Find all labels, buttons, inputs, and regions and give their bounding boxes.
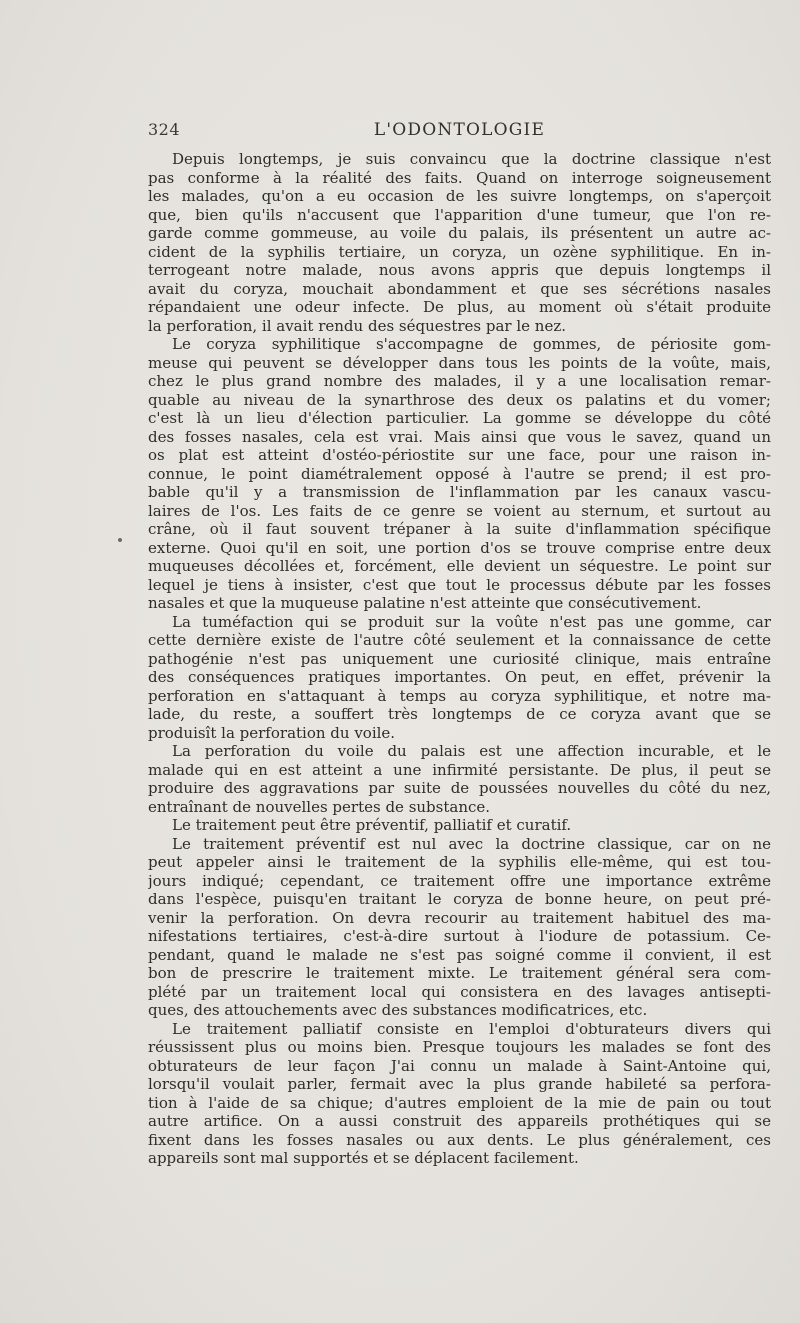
paragraph-line: malade qui en est atteint a une infirmité persistante. De plus, il peut se: [148, 760, 771, 779]
paragraph-line: c'est là un lieu d'élection particulier. La gomme se développe du côté: [148, 409, 771, 427]
paragraph-line: quable au niveau de la synarthrose des deux os palatins et du vomer;: [148, 390, 771, 409]
paragraph-line: jours indiqué; cependant, ce traitement offre une importance extrême: [148, 871, 771, 890]
paragraph-line: la perforation, il avait rendu des séquestres par le nez.: [148, 316, 566, 335]
paragraph-line: terrogeant notre malade, nous avons appris que depuis longtemps il: [148, 261, 771, 279]
paragraph-line: produire des aggravations par suite de poussées nouvelles du côté du nez,: [148, 779, 771, 797]
paragraph-line: meuse qui peuvent se développer dans tous les points de la voûte, mais,: [148, 353, 771, 372]
paragraph-line: os plat est atteint d'ostéo-périostite sur une face, pour une raison in-: [148, 446, 771, 464]
paragraph-line: les malades, qu'on a eu occasion de les suivre longtemps, on s'aperçoit: [148, 187, 771, 205]
paragraph-line: Le coryza syphilitique s'accompagne de gommes, de périosite gom-: [172, 335, 771, 353]
paragraph-line: garde comme gommeuse, au voile du palais, ils présentent un autre ac-: [148, 224, 771, 242]
paragraph-line: cident de la syphilis tertiaire, un coryza, un ozène syphilitique. En in-: [148, 242, 771, 261]
paragraph-line: laires de l'os. Les faits de ce genre se voient au sternum, et surtout au: [148, 501, 771, 520]
paragraph-line: Le traitement palliatif consiste en l'emploi d'obturateurs divers qui: [172, 1019, 771, 1038]
paragraph-line: dans l'espèce, puisqu'en traitant le coryza de bonne heure, on peut pré-: [148, 890, 771, 908]
paragraph-line: avait du coryza, mouchait abondamment et que ses sécrétions nasales: [148, 279, 771, 298]
paragraph-line: réussissent plus ou moins bien. Presque toujours les malades se font des: [148, 1038, 771, 1056]
page-number: 324: [148, 120, 181, 139]
paragraph-line: autre artifice. On a aussi construit des appareils prothétiques qui se: [148, 1112, 771, 1130]
paragraph-line: cette dernière existe de l'autre côté seulement et la connaissance de cette: [148, 631, 771, 649]
body-text: [148, 150, 771, 1168]
paragraph-line: appareils sont mal supportés et se déplacent facilement.: [148, 1149, 579, 1167]
paragraph-line: que, bien qu'ils n'accusent que l'apparition d'une tumeur, que l'on re-: [148, 205, 771, 224]
paragraph-line: tion à l'aide de sa chique; d'autres emploient de la mie de pain ou tout: [148, 1093, 771, 1112]
paragraph-line: ques, des attouchements avec des substances modificatrices, etc.: [148, 1001, 648, 1019]
paragraph-line: chez le plus grand nombre des malades, il y a une localisation remar-: [148, 372, 771, 390]
paragraph-line: nasales et que la muqueuse palatine n'est atteinte que consécutivement.: [148, 594, 702, 612]
paragraph-line: pathogénie n'est pas uniquement une curiosité clinique, mais entraîne: [148, 649, 771, 668]
paragraph-line: Le traitement peut être préventif, palliatif et curatif.: [172, 816, 572, 834]
paragraph-line: perforation en s'attaquant à temps au coryza syphilitique, et notre ma-: [148, 686, 771, 705]
paragraph-line: des conséquences pratiques importantes. On peut, en effet, prévenir la: [148, 668, 771, 686]
margin-dot: [118, 538, 122, 542]
paragraph-line: venir la perforation. On devra recourir au traitement habituel des ma-: [148, 908, 771, 927]
paragraph-line: La perforation du voile du palais est une affection incurable, et le: [172, 742, 771, 760]
paragraph-line: lorsqu'il voulait parler, fermait avec la plus grande habileté sa perfora-: [148, 1075, 771, 1093]
paragraph-line: Depuis longtemps, je suis convaincu que la doctrine classique n'est: [172, 150, 771, 168]
running-title: L'ODONTOLOGIE: [373, 120, 546, 140]
paragraph-line: bable qu'il y a transmission de l'inflammation par les canaux vascu-: [148, 483, 771, 501]
paragraph-line: peut appeler ainsi le traitement de la syphilis elle-même, qui est tou-: [148, 853, 771, 871]
paragraph-line: crâne, où il faut souvent trépaner à la suite d'inflammation spécifique: [148, 520, 771, 538]
paragraph-line: entraînant de nouvelles pertes de substance.: [148, 797, 491, 816]
paragraph-line: muqueuses décollées et, forcément, elle devient un séquestre. Le point sur: [148, 557, 771, 575]
paragraph-line: externe. Quoi qu'il en soit, une portion d'os se trouve comprise entre deux: [148, 538, 771, 557]
paragraph-line: lequel je tiens à insister, c'est que tout le processus débute par les fosses: [148, 575, 771, 594]
paragraph-line: fixent dans les fosses nasales ou aux dents. Le plus généralement, ces: [148, 1130, 771, 1149]
paragraph-line: obturateurs de leur façon J'ai connu un malade à Saint-Antoine qui,: [148, 1056, 771, 1075]
paragraph-line: répandaient une odeur infecte. De plus, au moment où s'était produite: [148, 298, 771, 316]
paragraph-line: nifestations tertiaires, c'est-à-dire surtout à l'iodure de potassium. Ce-: [148, 927, 771, 945]
paragraph-line: pendant, quand le malade ne s'est pas soigné comme il convient, il est: [148, 945, 771, 964]
running-header: [148, 120, 771, 142]
paragraph-line: pas conforme à la réalité des faits. Quand on interroge soigneusement: [148, 168, 771, 187]
paragraph-line: lade, du reste, a souffert très longtemps de ce coryza avant que se: [148, 705, 771, 723]
paragraph-line: Le traitement préventif est nul avec la doctrine classique, car on ne: [172, 834, 771, 853]
paragraph-line: des fosses nasales, cela est vrai. Mais ainsi que vous le savez, quand un: [148, 427, 771, 446]
paragraph-line: produisît la perforation du voile.: [148, 723, 396, 742]
paragraph-line: connue, le point diamétralement opposé à l'autre se prend; il est pro-: [148, 464, 771, 483]
paragraph-line: La tuméfaction qui se produit sur la voûte n'est pas une gomme, car: [172, 612, 771, 631]
paragraph-line: bon de prescrire le traitement mixte. Le traitement général sera com-: [148, 964, 771, 982]
paragraph-line: plété par un traitement local qui consistera en des lavages antisepti-: [148, 982, 771, 1001]
